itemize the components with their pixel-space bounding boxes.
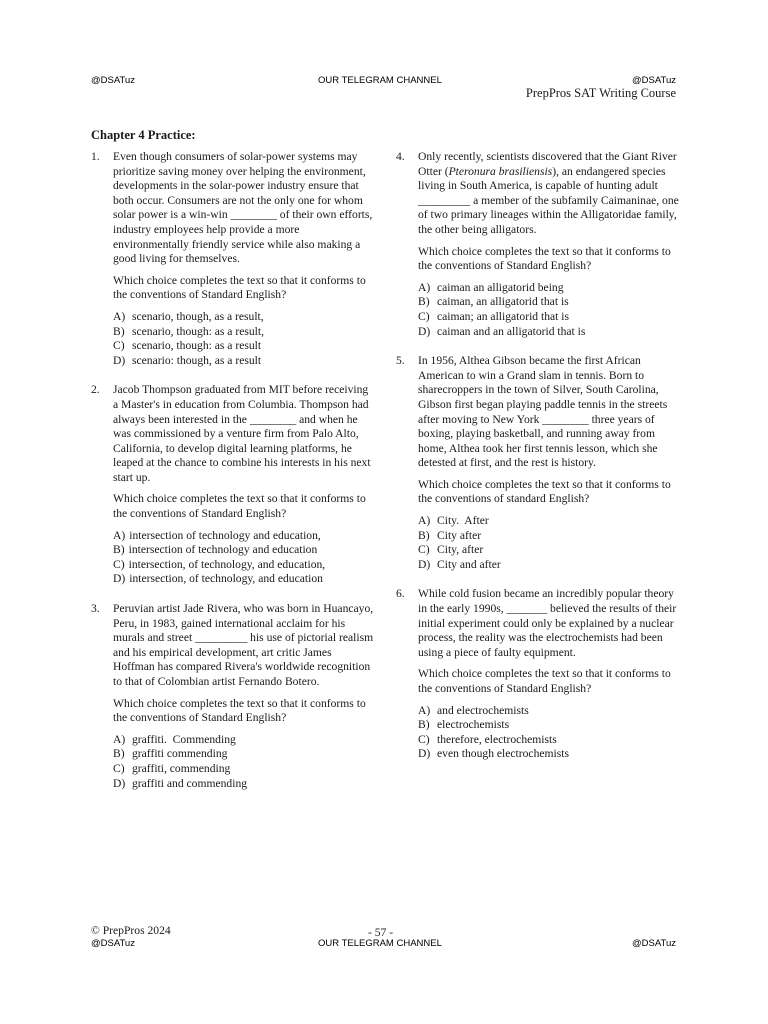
chapter-title: Chapter 4 Practice: bbox=[91, 128, 196, 142]
choice-a: A) intersection of technology and education, bbox=[113, 528, 321, 542]
right-column bbox=[396, 150, 681, 776]
watermark-handle-top-right: @DSATuz bbox=[632, 75, 676, 86]
left-column bbox=[91, 150, 376, 805]
choice-c: C) therefore, electrochemists bbox=[418, 732, 557, 746]
answer-choices bbox=[418, 704, 681, 762]
question-text: While cold fusion became an incredibly popular theory in the early 1990s, _______ believed the results of their initial experiment could only be explained by a nuclear process, the reality was the electrochemists had been using a piece of faulty equipment. bbox=[418, 587, 677, 659]
choice-d: D) scenario: though, as a result bbox=[113, 353, 262, 367]
choice-d: D) City and after bbox=[418, 557, 501, 571]
answer-choices bbox=[113, 529, 376, 587]
question-number: 4. bbox=[396, 150, 405, 163]
choice-a: A) and electrochemists bbox=[418, 703, 529, 717]
choice-d: D) intersection, of technology, and education bbox=[113, 572, 323, 586]
choice-c: C) City, after bbox=[418, 543, 484, 557]
choice-a: A) graffiti. Commending bbox=[113, 732, 236, 746]
choice-d: D) graffiti and commending bbox=[113, 776, 248, 790]
choice-b: B) caiman, an alligatorid that is bbox=[418, 295, 569, 309]
question-4 bbox=[396, 150, 681, 339]
page-number: - 57 - bbox=[368, 926, 394, 939]
question-text: Only recently, scientists discovered that the Giant River Otter (Pteronura brasiliensis), an endangered species living in South America, is capable of hunting adult _________ a member of the subfamily Caimaninae, one of two primary lineages within the Alligatoridae family, the other being alligators. bbox=[418, 150, 679, 236]
watermark-handle-bottom-left: @DSATuz bbox=[91, 938, 135, 949]
choice-a: A) scenario, though, as a result, bbox=[113, 309, 264, 323]
question-prompt: Which choice completes the text so that it conforms to the conventions of Standard English? bbox=[418, 244, 671, 273]
answer-choices bbox=[113, 733, 376, 791]
question-text: Even though consumers of solar-power systems may prioritize saving money over helping the environment, developments in the solar-power industry ensure that both occur. Consumers are not the only one for whom solar power is a win-win ________ of their own efforts, industry employees help provide a more environmentally friendly service while also making a good living for themselves. bbox=[113, 150, 373, 266]
watermark-handle-bottom-right: @DSATuz bbox=[632, 938, 676, 949]
question-prompt: Which choice completes the text so that it conforms to the conventions of Standard English? bbox=[113, 273, 366, 302]
watermark-channel-top: OUR TELEGRAM CHANNEL bbox=[318, 75, 442, 86]
choice-b: B) graffiti commending bbox=[113, 747, 228, 761]
question-prompt: Which choice completes the text so that it conforms to the conventions of Standard English? bbox=[113, 696, 366, 725]
question-number: 6. bbox=[396, 587, 405, 601]
choice-a: A) caiman an alligatorid being bbox=[418, 280, 564, 294]
species-name: Pteronura brasiliensis bbox=[448, 164, 553, 178]
question-3 bbox=[91, 602, 376, 791]
choice-d: D) caiman and an alligatorid that is bbox=[418, 324, 586, 338]
choice-b: B) electrochemists bbox=[418, 718, 510, 732]
choice-c: C) caiman; an alligatorid that is bbox=[418, 309, 569, 323]
course-title: PrepPros SAT Writing Course bbox=[525, 86, 676, 100]
question-text: Peruvian artist Jade Rivera, who was born in Huancayo, Peru, in 1983, gained international acclaim for his murals and street _________ his use of pictorial realism and his empirical development, art critic James Hoffman has compared Rivera's worldwide recognition to that of Colombian artist Fernando Botero. bbox=[113, 602, 374, 688]
choice-b: B) scenario, though: as a result, bbox=[113, 324, 265, 338]
choice-a: A) City. After bbox=[418, 514, 489, 528]
question-text: Jacob Thompson graduated from MIT before receiving a Master's in education from Columbia. Thompson had always been interested in the ________ and when he was commissioned by a venture firm from Palo Alto, California, to develop digital learning platforms, he leaped at the chance to combine his interests in his next start up. bbox=[113, 383, 371, 484]
choice-d: D) even though electrochemists bbox=[418, 747, 569, 761]
choice-c: C) intersection, of technology, and education, bbox=[113, 557, 326, 571]
answer-choices bbox=[418, 514, 681, 572]
copyright-notice: © PrepPros 2024 bbox=[91, 924, 171, 937]
answer-choices bbox=[113, 310, 376, 368]
watermark-channel-bottom: OUR TELEGRAM CHANNEL bbox=[318, 938, 442, 949]
question-6 bbox=[396, 587, 681, 762]
choice-c: C) graffiti, commending bbox=[113, 761, 231, 775]
question-number: 3. bbox=[91, 602, 100, 616]
question-text: In 1956, Althea Gibson became the first African American to win a Grand slam in tennis. Born to sharecroppers in the town of Silver, South Carolina, Gibson first began playing paddle tennis in the streets after moving to New York ________ three years of boxing, playing basketball, and running away from home, Althea took her first tennis lesson, which she detested at first, and the rest is history. bbox=[418, 354, 668, 470]
choice-b: B) City after bbox=[418, 528, 482, 542]
question-number: 2. bbox=[91, 383, 100, 397]
question-1 bbox=[91, 150, 376, 368]
question-prompt: Which choice completes the text so that it conforms to the conventions of Standard English? bbox=[113, 492, 366, 521]
question-prompt: Which choice completes the text so that it conforms to the conventions of Standard English? bbox=[418, 667, 671, 695]
question-5 bbox=[396, 354, 681, 572]
answer-choices bbox=[418, 281, 681, 339]
question-number: 5. bbox=[396, 354, 405, 368]
choice-c: C) scenario, though: as a result bbox=[113, 339, 262, 353]
question-number: 1. bbox=[91, 150, 100, 163]
choice-b: B) intersection of technology and education bbox=[113, 543, 318, 557]
question-prompt: Which choice completes the text so that it conforms to the conventions of standard English? bbox=[418, 477, 671, 506]
question-2 bbox=[91, 383, 376, 587]
watermark-handle-top-left: @DSATuz bbox=[91, 75, 135, 86]
